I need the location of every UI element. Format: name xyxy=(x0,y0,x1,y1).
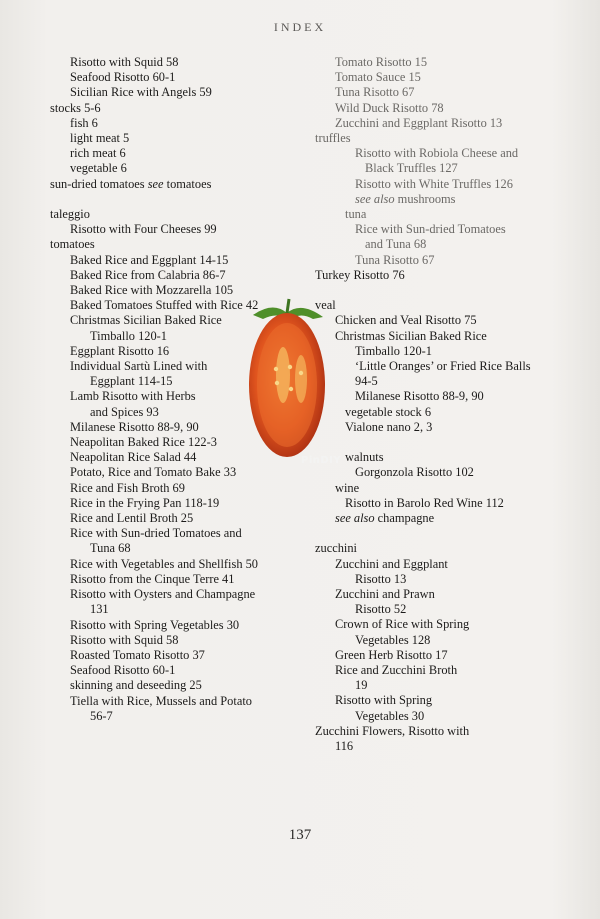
entry-text: Gorgonzola Risotto 102 xyxy=(355,465,474,480)
entry-text: Rice with Vegetables and Shellfish 50 xyxy=(70,556,259,571)
entry-text: tomatoes xyxy=(50,237,95,252)
entry-text: veal xyxy=(315,298,336,313)
index-entry xyxy=(315,329,555,344)
entry-text: Zucchini and Eggplant Risotto 13 xyxy=(335,115,503,130)
index-heading xyxy=(315,724,555,739)
entry-text: truffles xyxy=(315,131,351,146)
entry-text: Neapolitan Rice Salad 44 xyxy=(70,450,197,465)
index-entry xyxy=(315,207,555,222)
index-entry xyxy=(315,146,555,161)
page-number: 137 xyxy=(288,827,312,843)
entry-text: Risotto 52 xyxy=(355,602,407,617)
entry-text: Vegetables 30 xyxy=(355,708,425,723)
entry-text: ‘Little Oranges’ or Fried Rice Balls xyxy=(355,359,531,374)
entry-text: Black Truffles 127 xyxy=(365,161,458,176)
entry-text: Milanese Risotto 88-9, 90 xyxy=(70,419,199,434)
index-entry xyxy=(50,663,290,678)
entry-text: Rice and Zucchini Broth xyxy=(335,663,458,678)
entry-text: Risotto with Squid 58 xyxy=(70,632,179,647)
index-entry xyxy=(315,222,555,237)
index-heading xyxy=(50,177,290,192)
see-target: champagne xyxy=(374,511,435,526)
index-entry xyxy=(50,85,290,100)
entry-text: Rice with Sun-dried Tomatoes xyxy=(355,222,506,237)
index-heading xyxy=(50,101,290,116)
entry-text: Baked Rice from Calabria 86-7 xyxy=(70,267,226,282)
entry-text: Zucchini and Prawn xyxy=(335,587,435,602)
entry-text: Zucchini and Eggplant xyxy=(335,556,448,571)
index-entry xyxy=(315,648,555,663)
entry-text: Zucchini Flowers, Risotto with xyxy=(315,723,470,738)
index-entry xyxy=(50,55,290,70)
entry-text: Eggplant 114-15 xyxy=(90,374,173,389)
entry-text: Seafood Risotto 60-1 xyxy=(70,663,176,678)
entry-text: skinning and deseeding 25 xyxy=(70,678,202,693)
index-heading xyxy=(50,237,290,252)
entry-text: Rice with Sun-dried Tomatoes and xyxy=(70,526,242,541)
see-reference: see xyxy=(147,176,164,191)
entry-text: Green Herb Risotto 17 xyxy=(335,647,448,662)
index-heading xyxy=(315,541,555,556)
entry-text: 19 xyxy=(355,678,368,693)
entry-text: 116 xyxy=(335,739,354,754)
index-entry xyxy=(50,526,290,541)
entry-text: Risotto with Robiola Cheese and xyxy=(355,146,519,161)
see-target: tomatoes xyxy=(163,176,212,191)
index-entry xyxy=(315,116,555,131)
page-header xyxy=(0,20,600,35)
entry-text: Timballo 120-1 xyxy=(355,343,432,358)
index-entry xyxy=(315,450,555,465)
index-spacer xyxy=(315,435,555,450)
index-entry xyxy=(315,678,555,693)
index-heading xyxy=(50,207,290,222)
index-entry xyxy=(50,602,290,617)
entry-text: zucchini xyxy=(315,541,357,556)
entry-text: Risotto with Oysters and Champagne xyxy=(70,587,256,602)
entry-text: Crown of Rice with Spring xyxy=(335,617,470,632)
index-entry xyxy=(50,146,290,161)
index-entry xyxy=(315,70,555,85)
index-entry xyxy=(50,648,290,663)
entry-text: Tuna Risotto 67 xyxy=(335,85,415,100)
index-entry xyxy=(315,572,555,587)
index-entry xyxy=(315,359,555,374)
entry-text: Sicilian Rice with Angels 59 xyxy=(70,85,212,100)
entry-text: Christmas Sicilian Baked Rice xyxy=(335,328,487,343)
index-entry xyxy=(50,511,290,526)
index-entry xyxy=(50,678,290,693)
index-entry xyxy=(315,420,555,435)
index-entry xyxy=(315,663,555,678)
index-entry xyxy=(315,496,555,511)
index-entry xyxy=(315,587,555,602)
index-entry xyxy=(50,283,290,298)
index-entry xyxy=(50,709,290,724)
entry-text: Turkey Risotto 76 xyxy=(315,267,405,282)
entry-text: Wild Duck Risotto 78 xyxy=(335,100,444,115)
index-entry xyxy=(50,633,290,648)
index-entry xyxy=(50,587,290,602)
entry-text: Rice in the Frying Pan 118-19 xyxy=(70,495,220,510)
index-entry xyxy=(50,161,290,176)
index-column-right xyxy=(315,55,555,754)
entry-text: tuna xyxy=(345,207,367,222)
entry-text: 131 xyxy=(90,602,109,617)
index-entry xyxy=(315,313,555,328)
entry-text: Tiella with Rice, Mussels and Potato xyxy=(70,693,252,708)
index-entry xyxy=(50,222,290,237)
entry-text: Baked Rice and Eggplant 14-15 xyxy=(70,252,229,267)
entry-text: Risotto with White Truffles 126 xyxy=(355,176,513,191)
index-entry xyxy=(315,465,555,480)
entry-text: Potato, Rice and Tomato Bake 33 xyxy=(70,465,237,480)
entry-text: Risotto 13 xyxy=(355,571,407,586)
see-reference: see also xyxy=(355,191,395,206)
header-title: INDEX xyxy=(273,20,327,34)
entry-text: Eggplant Risotto 16 xyxy=(70,343,170,358)
entry-text: Baked Rice with Mozzarella 105 xyxy=(70,283,234,298)
index-spacer xyxy=(50,192,290,207)
entry-text: Tomato Sauce 15 xyxy=(335,70,421,85)
entry-text: 56-7 xyxy=(90,708,113,723)
entry-text: Risotto with Spring xyxy=(335,693,433,708)
index-entry xyxy=(315,557,555,572)
index-entry xyxy=(315,192,555,207)
see-target: mushrooms xyxy=(394,191,456,206)
entry-text: Rice and Lentil Broth 25 xyxy=(70,511,194,526)
index-entry xyxy=(315,85,555,100)
index-entry xyxy=(50,131,290,146)
index-entry xyxy=(50,253,290,268)
index-entry xyxy=(315,344,555,359)
index-entry xyxy=(50,465,290,480)
entry-text: Individual Sartù Lined with xyxy=(70,359,208,374)
entry-text: light meat 5 xyxy=(70,131,130,146)
index-heading xyxy=(315,131,555,146)
index-entry xyxy=(315,617,555,632)
index-entry xyxy=(315,389,555,404)
watermark-text: PinDIY xyxy=(301,455,342,466)
index-entry xyxy=(315,161,555,176)
index-entry xyxy=(50,268,290,283)
index-entry xyxy=(315,633,555,648)
index-heading xyxy=(315,298,555,313)
index-entry xyxy=(315,481,555,496)
entry-text: Baked Tomatoes Stuffed with Rice 42 xyxy=(70,298,259,313)
entry-text: Lamb Risotto with Herbs xyxy=(70,389,196,404)
entry-text: Timballo 120-1 xyxy=(90,328,167,343)
entry-text: wine xyxy=(335,480,360,495)
entry-text: 94-5 xyxy=(355,374,378,389)
index-entry xyxy=(315,693,555,708)
see-reference: see also xyxy=(335,511,375,526)
entry-text: taleggio xyxy=(50,207,90,222)
entry-text: vegetable 6 xyxy=(70,161,127,176)
index-entry xyxy=(315,511,555,526)
entry-text: Tomato Risotto 15 xyxy=(335,55,428,69)
entry-text: Milanese Risotto 88-9, 90 xyxy=(355,389,484,404)
index-entry xyxy=(315,177,555,192)
entry-text: Vialone nano 2, 3 xyxy=(345,419,433,434)
entry-text: Tuna 68 xyxy=(90,541,131,556)
index-entry xyxy=(50,70,290,85)
entry-text: rich meat 6 xyxy=(70,146,126,161)
index-entry xyxy=(50,496,290,511)
entry-text: stocks 5-6 xyxy=(50,100,101,115)
entry-text: walnuts xyxy=(345,450,384,465)
entry-text: and Spices 93 xyxy=(90,404,159,419)
entry-text: Risotto in Barolo Red Wine 112 xyxy=(345,495,504,510)
index-spacer xyxy=(315,283,555,298)
entry-text: sun-dried tomatoes xyxy=(50,176,148,191)
index-entry xyxy=(315,709,555,724)
index-entry xyxy=(50,481,290,496)
entry-text: Risotto from the Cinque Terre 41 xyxy=(70,571,235,586)
index-entry xyxy=(315,739,555,754)
index-entry xyxy=(50,572,290,587)
entry-text: vegetable stock 6 xyxy=(345,404,432,419)
entry-text: Risotto with Spring Vegetables 30 xyxy=(70,617,240,632)
index-entry xyxy=(315,253,555,268)
entry-text: Chicken and Veal Risotto 75 xyxy=(335,313,477,328)
entry-text: Risotto with Squid 58 xyxy=(70,55,179,69)
index-heading xyxy=(315,268,555,283)
index-entry xyxy=(50,541,290,556)
entry-text: and Tuna 68 xyxy=(365,237,427,252)
entry-text: Tuna Risotto 67 xyxy=(355,252,435,267)
index-entry xyxy=(50,116,290,131)
entry-text: Seafood Risotto 60-1 xyxy=(70,70,176,85)
entry-text: Vegetables 128 xyxy=(355,632,431,647)
entry-text: Roasted Tomato Risotto 37 xyxy=(70,647,205,662)
index-entry xyxy=(50,557,290,572)
index-entry xyxy=(315,602,555,617)
index-spacer xyxy=(315,526,555,541)
entry-text: Neapolitan Baked Rice 122-3 xyxy=(70,435,217,450)
index-entry xyxy=(50,618,290,633)
entry-text: fish 6 xyxy=(70,115,98,130)
index-entry xyxy=(50,694,290,709)
index-entry xyxy=(315,374,555,389)
entry-text: Christmas Sicilian Baked Rice xyxy=(70,313,222,328)
entry-text: Risotto with Four Cheeses 99 xyxy=(70,222,217,237)
tomato-illustration xyxy=(243,297,335,462)
index-entry xyxy=(315,101,555,116)
index-entry xyxy=(315,237,555,252)
entry-text: Rice and Fish Broth 69 xyxy=(70,480,185,495)
index-entry xyxy=(315,55,555,70)
index-entry xyxy=(315,405,555,420)
